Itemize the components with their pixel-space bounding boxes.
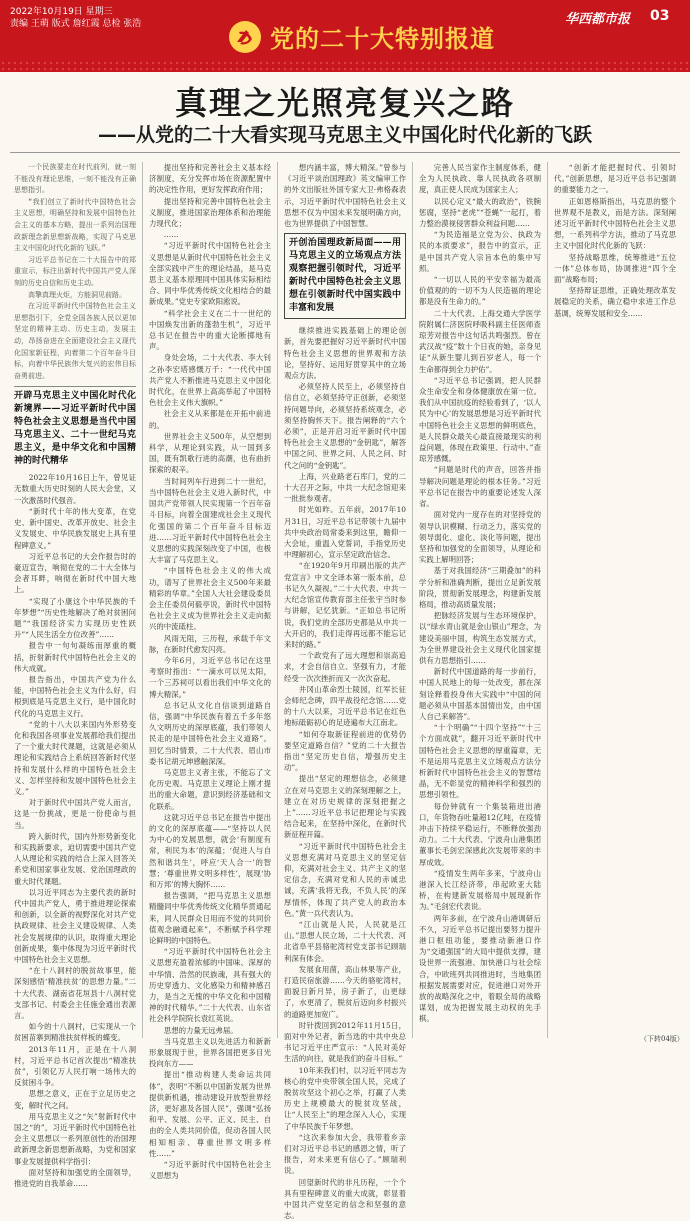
paragraph: “习近平新时代中国特色社会主义思想为 [149, 1160, 271, 1181]
paragraph: 报告中一句句凝练而厚重的概括，折射新时代中国特色社会主义的伟大成就。 [14, 641, 136, 673]
section-heading-2: 开创治国理政新局面——用马克思主义的立场观点方法观察把握引领时代，习近平新时代中国特色社会主义思想在引领新时代中国实践中丰富和发展 [289, 238, 401, 314]
paragraph: “十个明确”“十四个坚持”“十三个方面成就”，翻开习近平新时代中国特色社会主义思想的厚重篇章，无不是运用马克思主义立场观点方法分析新时代中国特色社会主义的智慧结晶，无不彰显党的精神科学和强烈的思想引领性。 [419, 723, 541, 800]
paragraph: “科学社会主义在二十一世纪的中国焕发出新的蓬勃生机”，习近平总书记在报告中的重大论断掷地有声。 [149, 308, 271, 352]
paragraph: “为民造福是立党为公、执政为民的本质要求”，报告中的宣示，正是中国共产党人宗旨本色的集中写照。 [419, 230, 541, 273]
paragraph: 习近平总书记的大会作报告时的豪迈宣告，响彻在党的二十大全体与会者耳畔，响彻在新时代中国大地上。 [14, 551, 136, 595]
article-title: 真理之光照亮复兴之路 [174, 84, 515, 122]
paragraph: 以民心定义“最大的政治”，铁腕惩腐，坚持“老虎”“苍蝇”一起打，着力整治漠视侵害群众利益问题…… [419, 196, 541, 229]
paragraph: 思想的力量无远弗届。 [163, 1025, 238, 1035]
column-divider [142, 162, 143, 1038]
header-dot-pattern [0, 60, 690, 72]
paragraph: 世界社会主义500年，从空想到科学，从理论到实践，从一国到多国，既有凯歌行进的高潮，也有曲折探索的艰辛。 [149, 431, 271, 475]
column-1-body [14, 472, 136, 1189]
continued-note: （下转04版） [640, 1035, 684, 1043]
paragraph: “党的十八大以来国内外形势变化和我国各项事业发展都给我们提出了一个重大时代课题，这就是必须从理论和实践结合上系统回答新时代坚持和发展什么样的中国特色社会主义、怎样坚持和发展中国特色社会主义。” [14, 719, 136, 796]
editor-credits: 责编 王萌 版式 詹红霞 总检 张浩 [10, 19, 142, 29]
paragraph: “创新才能把握时代、引领时代。”创新思想，是习近平总书记强调的重要能力之一。 [554, 163, 676, 195]
column-divider [412, 162, 413, 1038]
header-meta [10, 6, 141, 30]
party-emblem-icon [228, 20, 262, 54]
paragraph: 当时间列车行进到二十一世纪，当中国特色社会主义进入新时代，中国共产党带领人民实现第一个百年奋斗目标，向着全面建成社会主义现代化强国的第二个百年奋斗目标迈进……习近平新时代中国特色社会主义思想的实践深刻改变了中国，也极大丰富了马克思主义。 [149, 476, 271, 565]
column-4 [419, 162, 541, 1040]
paragraph: 社会主义从来都是在开拓中前进的。 [149, 409, 271, 430]
newspaper-logo: 华西都市报 [565, 12, 631, 27]
paragraph: 高擎真理火炬，方能洞见前路。 [28, 290, 126, 299]
headline-rule [10, 152, 680, 153]
paragraph: 想内涵丰富，博大精深。”曾参与《习近平谈治国理政》英文编审工作的外文出版社外国专家大卫·弗格森表示，习近平新时代中国特色社会主义思想不仅为中国未来发展明确方向，也为世界提供了中国智慧。 [284, 163, 406, 229]
column-1 [14, 162, 136, 1189]
paragraph: 马克思主义者主张，不能忘了文化历史观。马克思主义理论上刚才提出的重大命题，意识到经济基础和文化联系。 [149, 767, 271, 811]
page-number: 03 [650, 8, 670, 24]
section-heading-1: 开辟马克思主义中国化时代化新境界——习近平新时代中国特色社会主义思想是当代中国马克思主义、二十一世纪马克思主义，是中华文化和中国精神的时代精华 [14, 386, 136, 468]
paragraph: “实现了小康这个中华民族的千年梦想”“历史性地解决了绝对贫困问题”“我国经济实力实现历史性跃升”“人民生活全方位改善”…… [14, 596, 136, 640]
paragraph: 在习近平新时代中国特色社会主义思想指引下，全党全国各族人民以更加坚定的精神主动、历史主动，发展主动，昂扬奋进在全面建设社会主义现代化国家新征程，向着第二个百年奋斗目标，向着中华民族伟大复兴的宏伟目标奋勇前进。 [14, 302, 136, 380]
paragraph: 总书记从文化自信谈到道路自信，强调“中华民族有着五千多年悠久文明历史的深厚底蕴，我们带领人民走的是中国特色社会主义道路”。回忆当时情景，二十大代表、眉山市委书记胡元坤感触深深。 [149, 700, 271, 766]
paragraph: 跨入新时代，国内外形势新变化和实践新要求，迫切需要中国共产党人从理论和实践的结合上深入回答关系党和国家事业发展、党治国理政的重大时代课题。 [14, 831, 136, 886]
paragraph: “问题是时代的声音，回答并指导解决问题是理论的根本任务。”习近平总书记在报告中的重要论述发人深省。 [419, 465, 541, 509]
paragraph: 提出“推动构建人类命运共同体”，表明“不断以中国新发展为世界提供新机遇，推动建设开放型世界经济，更好惠及各国人民”，强调“弘扬和平、发展、公平、正义、民主、自由的全人类共同价值，促动各国人民相知相亲、尊重世界文明多样性……” [149, 1070, 271, 1158]
paragraph: “习近平新时代中国特色社会主义思想是从新时代中国特色社会主义全部实践中产生的理论结晶，是马克思主义基本原理同中国具体实际相结合、同中华优秀传统文化相结合的最新成果。”党史专家欧阳淞说。 [149, 241, 271, 307]
paragraph: “如何夺取新征程前进的优势仍要坚定道路自信？”党的二十大报告指出“坚定历史自信，增强历史主动”。 [284, 729, 406, 773]
column-5-body [554, 162, 676, 319]
paragraph: 坚持辩证思维，正确处理改革发展稳定的关系，确立稳中求进工作总基调，统筹发展和安全…… [554, 286, 676, 318]
paragraph: 2013年11月，正是在十八洞村，习近平总书记首次提出“精准扶贫”，引领亿万人民打响一场伟大的反贫困斗争。 [14, 1044, 136, 1088]
paragraph: 用马克思主义之“矢”射新时代中国之“的”，习近平新时代中国特色社会主义思想以一系列原创性的治国理政新理念新思想新战略，为党和国家事业发展提供科学指引： [14, 1111, 136, 1166]
paragraph: “这次来参加大会，我带着乡亲们对习近平总书记的感恩之情，听了报告，对未来更有信心了。”顾瑞利说。 [284, 1132, 406, 1176]
paragraph: “习近平总书记强调，把人民群众生命安全和身体健康放在第一位。我们从中国抗疫的经验看到了，‘以人民为中心’的发展思想是习近平新时代中国特色社会主义思想的鲜明底色，是人民群众最关心最直接最现实的利益问题，体现在政策里、行动中。”查琼芳感慨。 [419, 375, 541, 464]
article-subtitle: ——从党的二十大看实现马克思主义中国化时代化新的飞跃 [97, 124, 592, 146]
paragraph: 面对坚持和加强党的全面领导，推进党的自我革命…… [14, 1167, 136, 1189]
paragraph: 井冈山革命烈士陵园，红军长征会师纪念碑，四平战役纪念馆……党的十八大以来，习近平总书记在红色地标砥砺初心的足迹遍布大江南北。 [284, 684, 406, 728]
paragraph: 报告指出，中国共产党为什么能，中国特色社会主义为什么好，归根到底是马克思主义行，是中国化时代化的马克思主义行。 [14, 674, 136, 718]
paragraph: 新时代中国道路的每一步前行，中国人民地上的每一处改变，都在深刻诠释着投身伟大实践中“中国的问题必须从中国基本国情出发，由中国人自己来解答”。 [419, 667, 541, 721]
paragraph: “在十八洞村的脱贫故事里，能深刻感悟‘精准扶贫’的思想力量。”二十大代表、湖南省花垣县十八洞村党支部书记、村委会主任施金通出表源言。 [14, 966, 136, 1021]
paragraph: 完善人民当家作主制度体系，健全为人民执政、靠人民执政各项制度，真正使人民成为国家主人； [419, 163, 541, 195]
column-3 [284, 162, 406, 1221]
paragraph: “疫情发生两年多来，宁波舟山港深入长江经济带，串起欧亚大陆桥，在构建新发展格局中展现新作为。”毛剑宏代表说。 [419, 868, 541, 912]
column-3-body [284, 325, 406, 1221]
paragraph: “江山就是人民，人民就是江山。”思想人民立场，二十大代表、河北省阜平县骆驼湾村党支部书记顾瑞利深有体会。 [284, 919, 406, 963]
paragraph: 这就习近平总书记在报告中提出的文化的深厚底蕴——“坚持以人民为中心的发展思想，就会‘有制度有常，利民为本’的深蕴；‘促进人与自然和谐共生’，呼应‘天人合一’的智慧；‘尊重世界文明多样性’，展现‘协和万邦’的博大胸怀…… [149, 812, 271, 889]
paragraph: 对于新时代中国共产党人而言，这是一份挑战，更是一份使命与担当。 [14, 798, 136, 830]
paragraph: 报告强调，“把马克思主义思想精髓同中华优秀传统文化精华贯通起来，同人民群众日用而不觉的共同价值观念融通起来”，不断赋予科学理论鲜明的中国特色。 [149, 891, 271, 946]
paragraph: “新时代十年的伟大变革，在党史、新中国史、改革开放史、社会主义发展史、中华民族发展史上具有里程碑意义。” [14, 506, 136, 550]
paragraph: 把脉经济发展与生态环境保护，以“绿水青山就是金山银山”理念，为建设美丽中国，构筑生态发展方式，为全世界建设社会主义现代化国家提供有力思想指引…… [419, 611, 541, 665]
paragraph: 面对党内一度存在的对坚持党的领导认识模糊、行动乏力，落实党的领导弱化、虚化、淡化等问题，提出坚持和加强党的全面领导，从理论和实践上解明回答； [419, 510, 541, 565]
paragraph: 时针拨回到2012年11月15日，面对中外记者，新当选的中共中央总书记习近平庄严宣示：“人民对美好生活的向往，就是我们的奋斗目标。” [284, 1020, 406, 1064]
column-2 [149, 162, 271, 1181]
paragraph: 必须坚持人民至上，必须坚持自信自立，必须坚持守正创新，必须坚持问题导向，必须坚持系统观念，必须坚持胸怀天下。报告阐释的“六个必须”，正是开启习近平新时代中国特色社会主义思想的“金钥匙”，解答中国之问、世界之问、人民之问、时代之问的“金钥匙”。 [284, 382, 406, 470]
paragraph: 上海，兴业路老石库门，党的二十大召开之际，中共一大纪念馆迎来一批批参观者。 [284, 471, 406, 504]
paragraph: 提出“坚定的理想信念，必须建立在对马克思主义的深刻理解之上，建立在对历史规律的深刻把握之上”……习近平总书记把理论与实践结合起来，在坚持中深化，在新时代新征程开篇。 [284, 774, 406, 840]
section-heading-box-2 [284, 233, 406, 319]
paragraph: 二十大代表、上海交通大学医学院附属仁济医院呼吸科副主任医师查琼芳对报告中这句话共鸣强烈。曾在武汉战“疫”数十个日夜的她，亲身见证“从新生婴儿到百岁老人，每一个生命都得到全力护佑”。 [419, 308, 541, 374]
paragraph: 思想之意义，正在于立足历史之变，解时代之问。 [14, 1089, 136, 1110]
paragraph: “中国特色社会主义的伟大成功，谱写了世界社会主义500年来最精彩的华章。”全国人大社会建设委员会主任委员何毅亭说，新时代中国特色社会主义成为世界社会主义走向振兴的中流砥柱。 [149, 566, 271, 632]
paragraph: 10年来我们村，以习近平同志为核心的党中央带领全国人民，完成了脱贫攻坚这个初心之举，打赢了人类历史上规模最大的脱贫攻坚战，让“人民至上”的理念深入人心，实现了中华民族千年梦想。 [284, 1065, 406, 1131]
column-2-body [149, 162, 271, 1181]
paragraph: “习近平新时代中国特色社会主义思想充盈着浓郁的中国味、深厚的中华情、浩然的民族魂，具有强大的历史穿透力、文化感染力和精神感召力，是当之无愧的中华文化和中国精神的时代精华。”二十大代表、山东省社会科学院院长袁红英说。 [149, 947, 271, 1024]
paragraph: 今年6月，习近平总书记在这里考察时指出：“一滴水可以见太阳，一个三苏祠可以看出我们中华文化的博大精深。” [149, 655, 271, 699]
paragraph: 习近平总书记在二十大报告中的郑重宣示，标注出新时代中国共产党人深刻的历史自信和历史主动。 [14, 255, 136, 287]
paragraph: 提出坚持和完善中国特色社会主义制度，推进国家治理体系和治理能力现代化； [149, 196, 271, 229]
paragraph: 两年多前，在宁波舟山港调研后不久，习近平总书记提出要努力提升港口枢纽功能，要推动新港口作为“交通强国”的大局中提供支撑，建设世界一流强港、加快港口与社会综合，中欧班列共同推进时，当地集团根据发展需要对应，促进港口对外开放的战略深化之中，着眼全局的战略谋划，成为把握发展主动权的先手棋。 [419, 913, 541, 1024]
section-title: 党的二十大特别报道 [270, 25, 495, 53]
paragraph: 身处会场，二十大代表、李大钊之孙李宏塔感慨万千：“一代代中国共产党人不断推进马克思主义中国化时代化，在世界上高高举起了中国特色社会主义伟大旗帜。” [149, 353, 271, 408]
paragraph: “习近平新时代中国特色社会主义思想充满对马克思主义的坚定信仰，充满对社会主义、共产主义的坚定信念，充满对党和人民的赤诚忠诚，充满‘我将无我，不负人民’的深厚情怀，体现了共产党人的政治本色。”黄一兵代表认为。 [284, 841, 406, 918]
paragraph: 基于对我国经济“三期叠加”的科学分析和准确判断，提出立足新发展阶段，贯彻新发展理念，构建新发展格局，推动高质量发展； [419, 566, 541, 609]
header-band [0, 0, 690, 72]
paragraph: “我们创立了新时代中国特色社会主义思想，明确坚持和发展中国特色社会主义的基本方略，提出一系列治国理政新理念新思想新战略，实现了马克思主义中国化时代化新的飞跃。” [14, 197, 136, 253]
paragraph: 正如恩格斯指出，马克思的整个世界观不是教义，而是方法。深刻阐述习近平新时代中国特色社会主义思想，一系列科学方法，推动了马克思主义中国化时代化新的飞跃： [554, 196, 676, 251]
paragraph: 风雨无阻，三历程，承载千年文脉，在新时代愈发闪亮。 [149, 633, 271, 654]
paragraph: 一个政党有了远大理想和崇高追求，才会自信自立、坚强有力，才能经受一次次挫折而又一次次奋起。 [284, 651, 406, 683]
issue-date: 2022年10月19日 星期三 [10, 7, 113, 17]
paragraph: 发展食用菌，高山林果等产业，打造民宿旅游……今天的骆驼湾村，面貌日新月异，房子新了，山更绿了，水更清了，脱贫后迈向乡村振兴的道路更加宽广。 [284, 964, 406, 1019]
column-divider [547, 162, 548, 1038]
article-intro [14, 162, 136, 382]
column-3-body-top [284, 162, 406, 229]
paragraph: 回望新时代的非凡历程，一个个具有里程碑意义的重大成就，彰显着中国共产党坚定的信念和坚强的意志。 [284, 1177, 406, 1221]
paragraph: 继续推进实践基础上的理论创新，首先要把握好习近平新时代中国特色社会主义思想的世界观和方法论，坚持好、运用好贯穿其中的立场观点方法。 [284, 326, 406, 381]
paragraph: 提出坚持和完善社会主义基本经济制度，充分发挥市场在资源配置中的决定性作用，更好发挥政府作用； [149, 163, 271, 195]
paragraph: …… [163, 230, 179, 240]
paragraph: 坚持战略思维，统筹推进“五位一体”总体布局，协调推进“四个全面”战略布局； [554, 252, 676, 285]
column-5 [554, 162, 676, 1040]
paragraph: 以习近平同志为主要代表的新时代中国共产党人，勇于推进理论探索和创新，以全新的视野深化对共产党执政规律、社会主义建设规律、人类社会发展规律的认识，取得重大理论创新成果，集中体现为习近平新时代中国特色社会主义思想。 [14, 887, 136, 965]
column-divider [277, 162, 278, 1038]
paragraph: 2022年10月16日上午，曾见证无数重大历史时刻的人民大会堂，又一次激荡时代强音。 [14, 473, 136, 505]
paragraph: 如今的十八洞村，已实现从一个贫困苗寨到精准扶贫样板的蝶变。 [14, 1022, 136, 1043]
column-4-body [419, 162, 541, 1025]
paragraph: “一切以人民的平安幸福为最高价值观的的一切不为人民造福的理论都是没有生命力的。” [419, 275, 541, 307]
paragraph: 每份钟就有一个集装箱进出港口，年货物吞吐量超12亿吨，在疫情冲击下持续平稳运行，不断释放强劲动力。二十大代表、宁波舟山港集团董事长毛剑宏深感此次发展带来的丰厚成效。 [419, 801, 541, 867]
paragraph: “在1920年9月印刷出版的共产党宣言》中文全译本第一版本前，总书记久久凝视。”二十大代表、中共一大纪念馆宣传教育部主任张宇当时参与讲解，记忆犹新。“正如总书记所说，我们党的全部历史都是从中共一大开启的，我们走得再远都不能忘记来时的路。” [284, 561, 406, 649]
paragraph: 一个民族要走在时代前列，就一刻不能没有理论思维，一刻不能没有正确思想指引。 [14, 163, 136, 195]
paragraph: 时光如昨。五年前，2017年10月31日，习近平总书记带领十九届中共中央政治局常委来到这里，瞻仰一大会址，重温入党誓词，手指党历史中理解初心，宣示坚定政治信念。 [284, 505, 406, 560]
paragraph: 当马克思主义以先进活力和新新形象展现于世，世界各国把更多目光投向东方—— [149, 1036, 271, 1069]
